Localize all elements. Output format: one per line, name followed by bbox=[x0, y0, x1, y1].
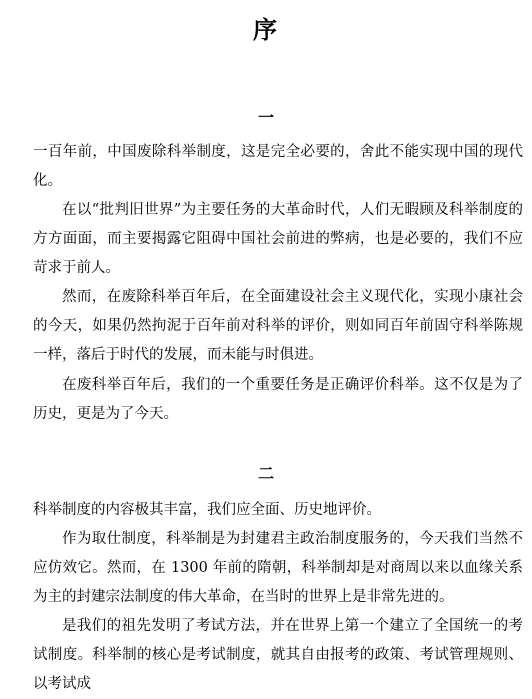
paragraph: 一百年前，中国废除科举制度，这是完全必要的，舍此不能实现中国的现代化。 bbox=[33, 144, 523, 189]
paragraph: 作为取仕制度，科举制是为封建君主政治制度服务的，今天我们当然不应仿效它。然而，在 1300 年前的隋朝，科举制却是对商周以来以血缘关系为主的封建宗法制度的伟大革命，在当时的世界上是非常先进的。 bbox=[33, 531, 523, 605]
page-title: 序 bbox=[253, 15, 279, 44]
paragraph: 在废科举百年后，我们的一个重要任务是正确评价科举。这不仅是为了历史，更是为了今天。 bbox=[33, 377, 523, 422]
paragraph: 在以“批判旧世界”为主要任务的大革命时代，人们无暇顾及科举制度的方方面面，而主要揭露它阻碍中国社会前进的弊病，也是必要的，我们不应苛求于前人。 bbox=[33, 202, 523, 276]
paragraph: 是我们的祖先发明了考试方法，并在世界上第一个建立了全国统一的考试制度。科举制的核心是考试制度，就其自由报考的政策、考试管理规则、以考试成 bbox=[33, 618, 523, 692]
paragraph: 科举制度的内容极其丰富，我们应全面、历史地评价。 bbox=[33, 502, 381, 518]
section-number-2: 二 bbox=[257, 464, 274, 483]
section-number-1: 一 bbox=[257, 108, 274, 127]
paragraph: 然而，在废除科举百年后，在全面建设社会主义现代化，实现小康社会的今天，如果仍然拘泥于百年前对科举的评价，则如同百年前固守科举陈规一样，落后于时代的发展，而未能与时俱进。 bbox=[33, 289, 523, 363]
